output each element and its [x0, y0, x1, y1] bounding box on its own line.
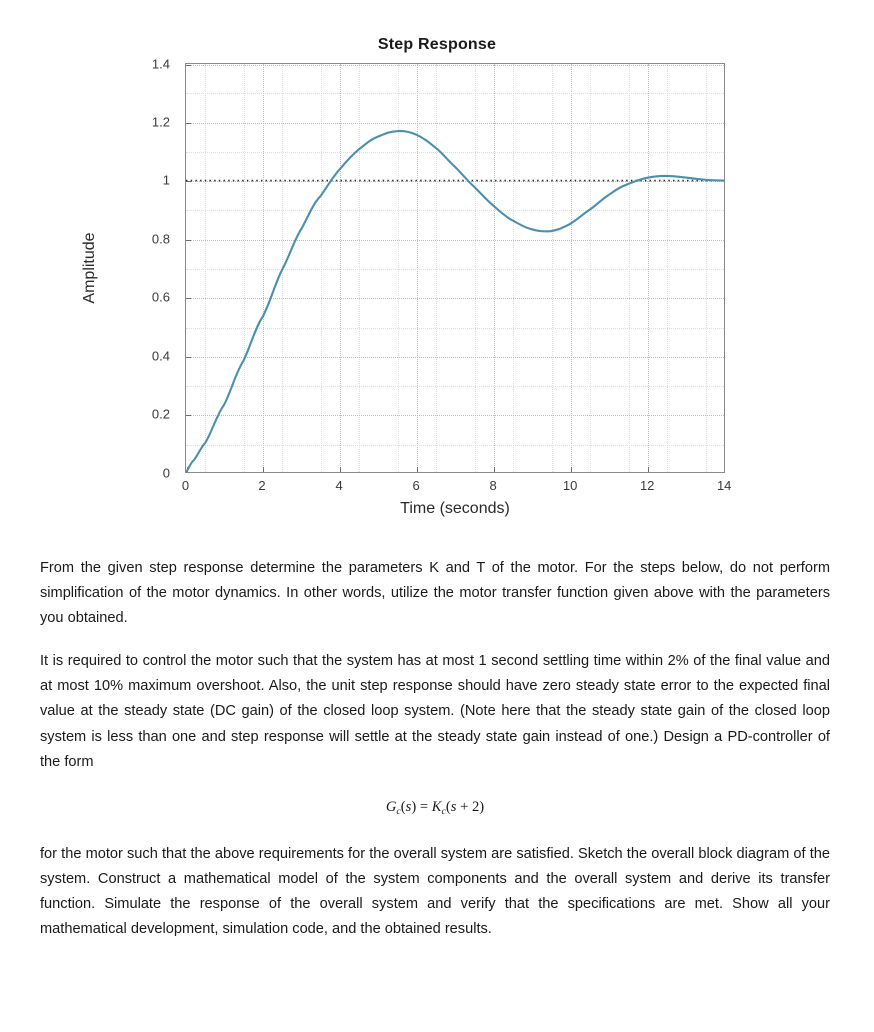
x-tick-label: 6: [412, 478, 420, 493]
controller-equation: $G_c(s) = K_c(s + 2)$: [385, 798, 485, 817]
chart-title: Step Response: [377, 36, 497, 53]
paragraph-3: for the motor such that the above requirements for the overall system are satisfied. Sketch the overall block diagram of the system. Construct a mathematical model of the system components and the overall system and derive its transfer function. Simulate the response of the overall system and verify that the specifications are met. Show all your mathematical development, simulation code, and the obtained results.: [40, 845, 830, 938]
y-tick-label: 0: [162, 465, 170, 480]
x-tick-label: 12: [639, 478, 655, 493]
y-tick-label: 1.2: [151, 114, 170, 130]
paragraph-2: It is required to control the motor such that the system has at most 1 second settling time within 2% of the final value and at most 10% maximum overshoot. Also, the unit step response should have zero steady state error to the expected final value at the steady state (DC gain) of the closed loop system. (Note here that the steady state gain of the closed loop system is less than one and step response will settle at the steady state gain instead of one.) Design a PD-controller of the form: [40, 653, 830, 770]
y-tick-label: 0.8: [151, 231, 170, 247]
axis-tick-y: [186, 473, 191, 474]
x-tick-label: 0: [181, 478, 190, 493]
x-axis-title: Time (seconds): [400, 500, 510, 517]
x-tick-label: 4: [335, 478, 343, 493]
y-axis-tick-labels: [110, 56, 178, 480]
y-tick-label: 1: [162, 172, 170, 188]
plot-area: [185, 63, 725, 473]
problem-statement: [40, 556, 830, 942]
x-axis-tick-labels: [181, 478, 732, 496]
chart-curves: [186, 64, 724, 472]
y-tick-label: 0.4: [151, 348, 170, 364]
x-tick-label: 8: [489, 478, 497, 493]
x-tick-label: 14: [716, 478, 732, 493]
y-tick-label: 0.6: [151, 289, 170, 305]
x-tick-label: 2: [258, 478, 266, 493]
y-tick-label: 0.2: [151, 406, 170, 422]
paragraph-1: From the given step response determine the parameters K and T of the motor. For the steps below, do not perform simplification of the motor dynamics. In other words, utilize the motor transfer function given above with the parameters you obtained.: [40, 560, 830, 627]
y-axis-title: Amplitude: [81, 232, 98, 304]
y-tick-label: 1.4: [151, 56, 170, 71]
step-response-curve: [186, 131, 724, 471]
x-tick-label: 10: [562, 478, 578, 493]
